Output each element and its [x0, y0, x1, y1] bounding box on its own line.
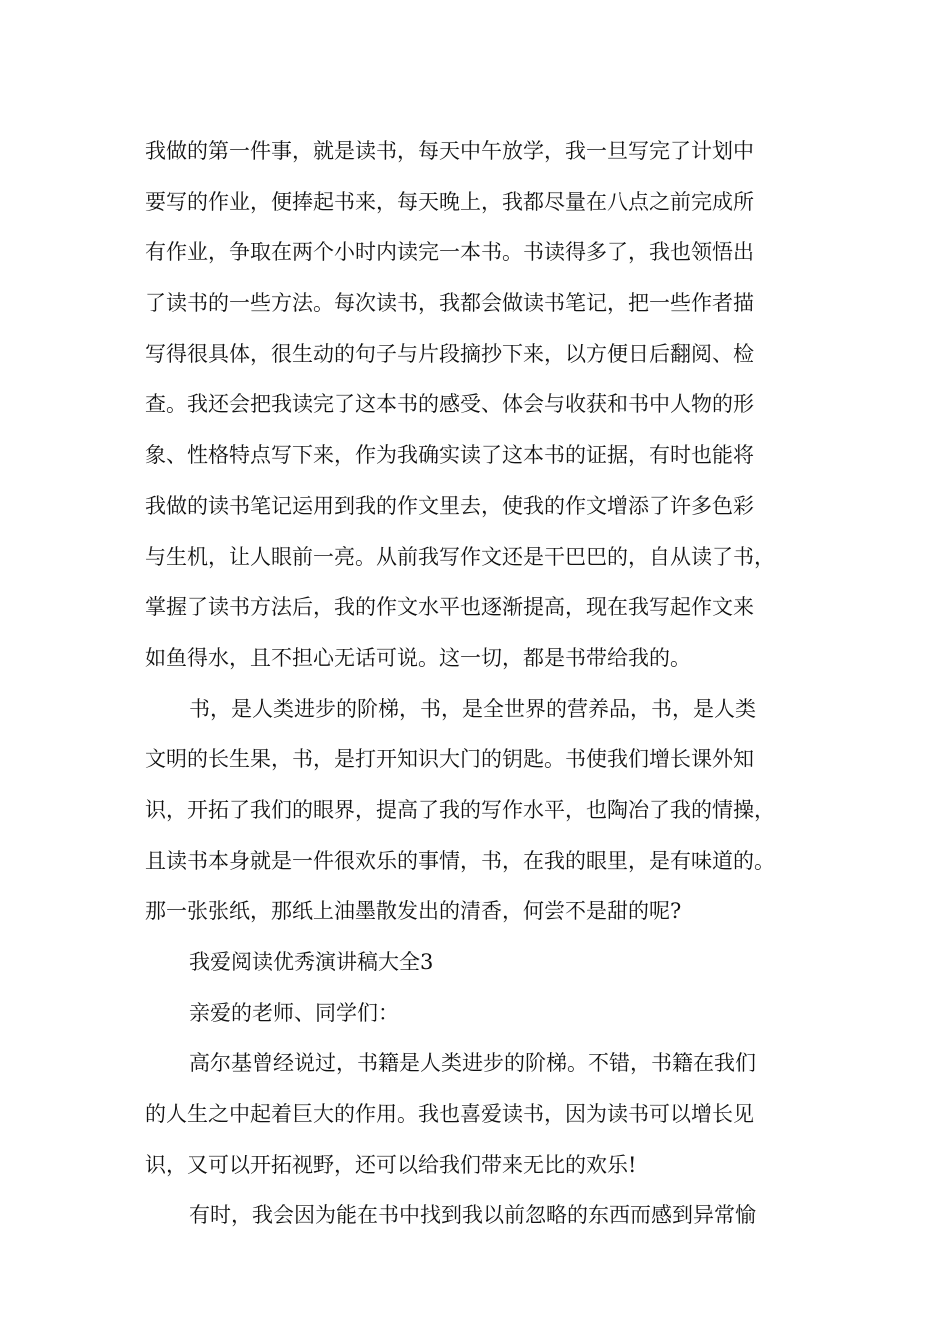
text-line: 与生机，让人眼前一亮。从前我写作文还是干巴巴的，自从读了书，: [145, 544, 775, 569]
text-line: 我做的第一件事，就是读书，每天中午放学，我一旦写完了计划中: [145, 139, 754, 163]
text-line: 了读书的一些方法。每次读书，我都会做读书笔记，把一些作者描: [145, 291, 754, 316]
text-line: 有作业，争取在两个小时内读完一本书。书读得多了，我也领悟出: [145, 240, 754, 265]
salutation: 亲爱的老师、同学们：: [189, 1000, 399, 1025]
text-line: 的人生之中起着巨大的作用。我也喜爱读书，因为读书可以增长见: [145, 1102, 754, 1127]
text-line: 那一张张纸，那纸上油墨散发出的清香，何尝不是甜的呢?: [145, 899, 682, 924]
text-line: 识，开拓了我们的眼界，提高了我的写作水平，也陶冶了我的情操，: [145, 797, 775, 822]
text-line: 如鱼得水，且不担心无话可说。这一切，都是书带给我的。: [145, 645, 691, 670]
section-heading: 我爱阅读优秀演讲稿大全3: [189, 950, 434, 974]
paragraph-start-line: 有时，我会因为能在书中找到我以前忽略的东西而感到异常愉: [189, 1203, 756, 1228]
body-text: [145, 126, 815, 1241]
text-line: 我做的读书笔记运用到我的作文里去，使我的作文增添了许多色彩: [145, 493, 754, 518]
text-line: 写得很具体，很生动的句子与片段摘抄下来，以方便日后翻阅、检: [145, 341, 754, 366]
paragraph-start-line: 书，是人类进步的阶梯，书，是全世界的营养品，书，是人类: [189, 696, 756, 721]
text-line: 掌握了读书方法后，我的作文水平也逐渐提高，现在我写起作文来: [145, 595, 754, 620]
text-line: 文明的长生果，书，是打开知识大门的钥匙。书使我们增长课外知: [145, 747, 754, 772]
text-line: 识，又可以开拓视野，还可以给我们带来无比的欢乐!: [145, 1152, 637, 1177]
text-line: 要写的作业，便捧起书来，每天晚上，我都尽量在八点之前完成所: [145, 189, 754, 214]
text-line: 查。我还会把我读完了这本书的感受、体会与收获和书中人物的形: [145, 392, 754, 417]
text-line: 且读书本身就是一件很欢乐的事情，书，在我的眼里，是有味道的。: [145, 848, 775, 873]
paragraph-start-line: 高尔基曾经说过，书籍是人类进步的阶梯。不错，书籍在我们: [189, 1051, 756, 1076]
text-line: 象、性格特点写下来，作为我确实读了这本书的证据，有时也能将: [145, 443, 754, 468]
